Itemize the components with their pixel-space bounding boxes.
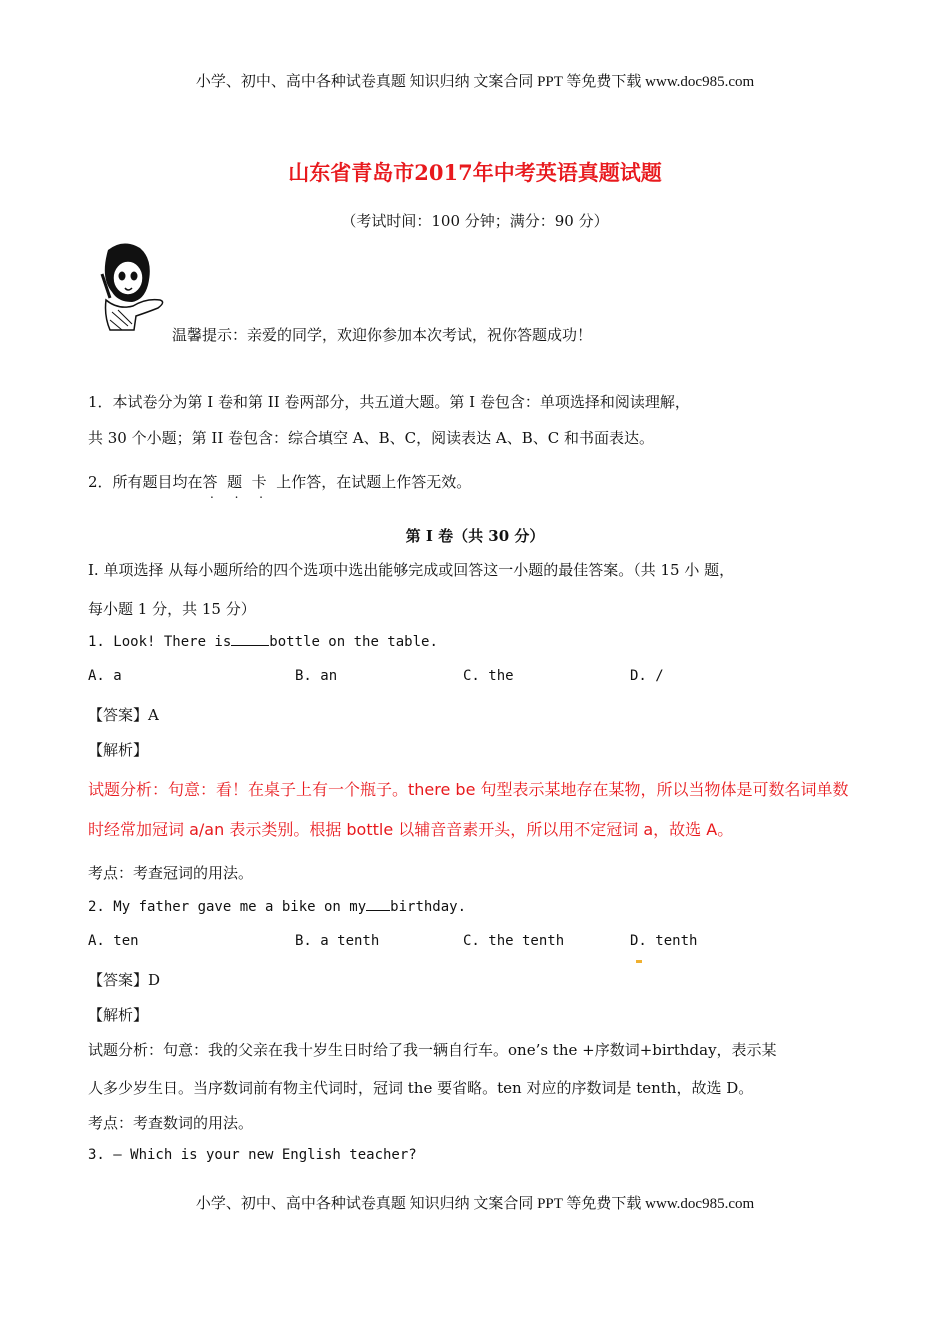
exam-info: （考试时间：100 分钟；满分：90 分） <box>341 212 609 230</box>
question-1-option-b: B. an <box>295 668 338 684</box>
answer-blank <box>231 633 269 646</box>
instruction-2-suffix: 上作答，在试题上作答无效。 <box>276 473 472 491</box>
emphasis-char: 题 <box>227 473 243 491</box>
page-title: 山东省青岛市2017年中考英语真题试题 <box>288 160 662 185</box>
question-1-option-a: A. a <box>88 668 122 684</box>
emphasis-char: 答 <box>202 473 218 491</box>
edit-marker <box>638 948 642 967</box>
question-1-option-c: C. the <box>463 668 514 684</box>
emphasis-char: 卡 <box>251 473 267 491</box>
page-footer: 小学、初中、高中各种试卷真题 知识归纳 文案合同 PPT 等免费下载 www.doc985.com <box>195 1196 755 1212</box>
cartoon-girl-image <box>88 240 170 335</box>
question-1-analysis-line2: 时经常加冠词 a/an 表示类别。根据 bottle 以辅音音素开头，所以用不定冠词 a，故选 A。 <box>88 820 734 839</box>
question-2-analysis-line2: 人多少岁生日。当序数词前有物主代词时，冠词 the 要省略。ten 对应的序数词是 tenth，故选 D。 <box>88 1079 754 1097</box>
instruction-1-line2: 共 30 个小题；第 II 卷包含：综合填空 A、B、C，阅读表达 A、B、C 和书面表达。 <box>88 429 654 447</box>
instruction-1-line1: 1．本试卷分为第 I 卷和第 II 卷两部分，共五道大题。第 I 卷包含：单项选择和阅读理解， <box>88 393 690 411</box>
answer-blank <box>366 898 390 911</box>
question-stem-before: 1. Look! There is <box>88 634 232 650</box>
question-3-stem: 3. — Which is your new English teacher? <box>88 1147 417 1163</box>
question-2-option-d: D. tenth <box>630 933 698 949</box>
question-2-point: 考点：考查数词的用法。 <box>88 1114 254 1132</box>
question-2-analysis-label: 【解析】 <box>88 1006 149 1024</box>
instruction-2-prefix: 2．所有题目均在 <box>88 473 203 491</box>
question-1-analysis-label: 【解析】 <box>88 741 149 759</box>
question-1-analysis-line1: 试题分析：句意：看！在桌子上有一个瓶子。there be 句型表示某地存在某物，所以当物体是可数名词单数 <box>88 780 849 799</box>
section-title: 第 I 卷（共 30 分） <box>405 527 545 545</box>
part-instructions-line2: 每小题 1 分，共 15 分） <box>88 600 256 618</box>
question-stem-after: birthday. <box>390 899 467 915</box>
question-2-analysis-line1: 试题分析：句意：我的父亲在我十岁生日时给了我一辆自行车。one’s the +序数词+birthday，表示某 <box>88 1041 777 1059</box>
question-2-answer: 【答案】D <box>88 971 161 989</box>
question-stem-after: bottle on the table. <box>269 634 438 650</box>
question-1-point: 考点：考查冠词的用法。 <box>88 864 254 882</box>
instruction-2 <box>88 471 471 492</box>
question-2-option-b: B. a tenth <box>295 933 380 949</box>
question-2-option-c: C. the tenth <box>463 933 565 949</box>
question-2-stem <box>88 898 466 915</box>
question-2-option-a: A. ten <box>88 933 139 949</box>
greeting-text: 温馨提示：亲爱的同学，欢迎你参加本次考试，祝你答题成功！ <box>172 326 593 344</box>
question-stem-before: 2. My father gave me a bike on my <box>88 899 367 915</box>
part-instructions-line1: I. 单项选择 从每小题所给的四个选项中选出能够完成或回答这一小题的最佳答案。（共 15 小 题， <box>88 561 735 579</box>
question-1-answer: 【答案】A <box>88 706 159 724</box>
question-1-option-d: D. / <box>630 668 664 684</box>
question-1-stem <box>88 633 438 650</box>
page-header: 小学、初中、高中各种试卷真题 知识归纳 文案合同 PPT 等免费下载 www.doc985.com <box>195 74 755 90</box>
